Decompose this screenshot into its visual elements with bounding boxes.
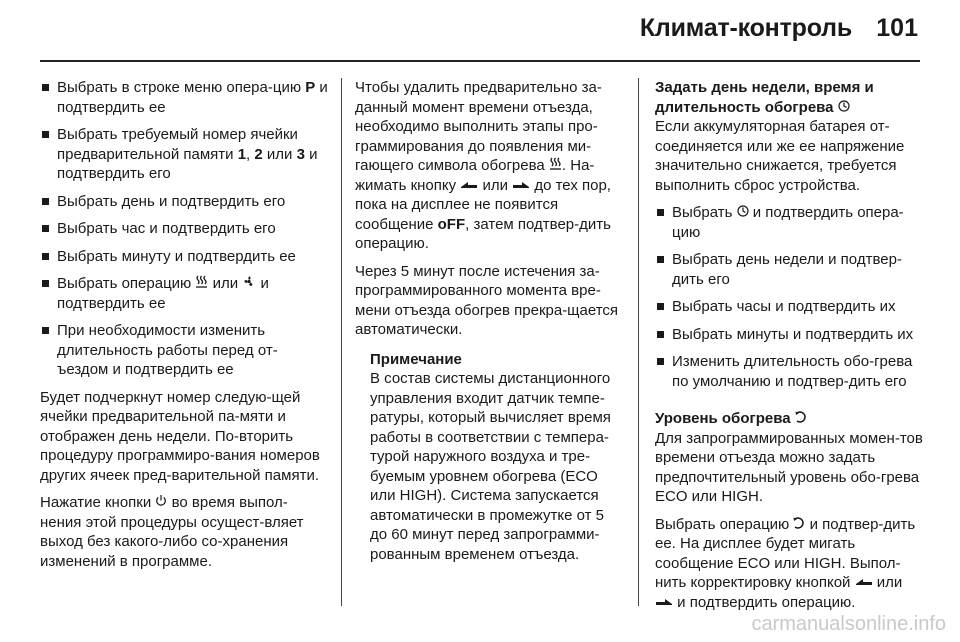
header-divider (40, 60, 920, 62)
fan-icon (242, 275, 256, 291)
section-heading: Уровень обогрева (655, 409, 923, 429)
list-item: Выбрать минуту и подтвердить ее (40, 247, 328, 267)
column-2 (355, 78, 623, 564)
arrow-left-icon (460, 178, 478, 193)
list-item: Выбрать в строке меню опера-цию P и подтвердить ее (40, 78, 328, 117)
section-heading: Задать день недели, время и длительность обогрева (655, 79, 874, 116)
clock-icon (838, 100, 850, 115)
operation-p: P (305, 79, 316, 96)
heating-level-icon (795, 411, 807, 426)
column-divider-2 (638, 78, 639, 606)
heating-symbol-icon (195, 275, 208, 291)
list-item: При необходимости изменить длительность работы перед от-ъездом и подтвердить ее (40, 321, 328, 380)
column-divider-1 (341, 78, 342, 606)
list-item: Изменить длительность обо-грева по умолчанию и подтвер-дить его (655, 352, 923, 391)
list-item: Выбрать и подтвердить опера-цию (655, 203, 923, 242)
list-item: Выбрать день и подтвердить его (40, 192, 328, 212)
clock-icon (737, 205, 749, 220)
paragraph: Чтобы удалить предварительно за-данный момент времени отъезда, необходимо выполнить этапы про-граммирования до появления ми-гающего символа обогрева . На-жимать кнопку или до тех пор, пока на дисплее не появится сообщение oFF, затем подтвер-дить операцию. (355, 79, 611, 252)
off-message: oFF (437, 215, 466, 233)
list-item: Выбрать требуемый номер ячейки предварительной памяти 1, 2 или 3 и подтвердить его (40, 125, 328, 184)
paragraph: Нажатие кнопки во время выпол-нения этой процедуры осущест-вляет выход без какого-либо со-хранения изменений в программе. (40, 494, 304, 570)
paragraph: Через 5 минут после истечения за-программированного момента вре-мени отъезда обогрев прекра-щается автоматически. (355, 262, 619, 338)
note-text: В состав системы дистанционного управления входит датчик темпе-ратуры, который вычисляет время работы в соответствии с темпера-турой наружного воздуха и тре-буемым уровнем обогрева (ECO или HIGH). Система запускается автоматически в промежутке от 5 до 60 минут перед запрограмми-рованным временем отъезда. (370, 370, 611, 563)
list-item: Выбрать операцию или и подтвердить ее (40, 274, 328, 313)
note-box (355, 350, 623, 565)
steps-list (655, 203, 923, 391)
column-3 (655, 78, 923, 620)
paragraph: Если аккумуляторная батарея от-соединяется или же ее напряжение значительно снижается, требуется выполнить сброс устройства. (655, 118, 905, 194)
arrow-right-icon (512, 178, 530, 193)
page-title: Климат-контроль (639, 14, 852, 42)
steps-list (40, 78, 328, 380)
heating-symbol-icon (549, 157, 562, 173)
heating-level-icon (793, 517, 805, 532)
paragraph: Для запрограммированных момен-тов времени отъезда можно задать предпочтительный уровень обо-грева ECO или HIGH. (655, 429, 923, 505)
arrow-right-icon (655, 595, 673, 610)
arrow-left-icon (855, 575, 873, 590)
watermark: carmanualsonline.info (751, 613, 946, 635)
note-title: Примечание (370, 350, 462, 368)
column-1 (40, 78, 328, 579)
list-item: Выбрать день недели и подтвер-дить его (655, 250, 923, 289)
paragraph: Выбрать операцию и подтвер-дить ее. На дисплее будет мигать сообщение ECO или HIGH. Выпол-нить корректировку кнопкой или и подтвердить операцию. (655, 515, 916, 611)
paragraph: Будет подчеркнут номер следую-щей ячейки предварительной па-мяти и отображен день недели. По-вторить процедуру программиро-вания номеров других ячеек пред-варительной памяти. (40, 388, 320, 484)
page-header (0, 0, 960, 58)
page-number: 101 (876, 14, 918, 42)
list-item: Выбрать минуты и подтвердить их (655, 325, 923, 345)
list-item: Выбрать часы и подтвердить их (655, 297, 923, 317)
list-item: Выбрать час и подтвердить его (40, 219, 328, 239)
power-icon (155, 494, 167, 510)
